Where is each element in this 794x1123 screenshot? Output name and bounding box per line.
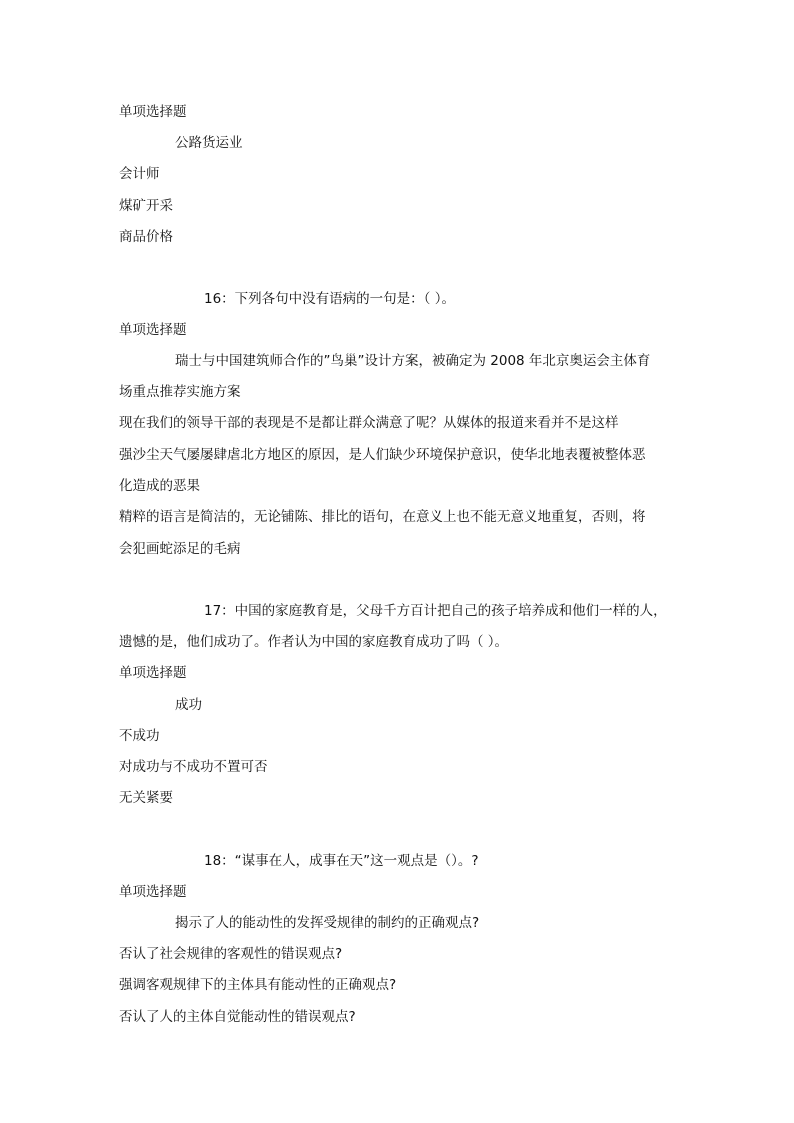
q17-option-a: 成功 (175, 697, 202, 713)
q16-option-d-line1: 精粹的语言是简洁的，无论铺陈、排比的语句，在意义上也不能无意义地重复，否则，将 (119, 509, 646, 525)
q15-option-b: 会计师 (119, 166, 160, 182)
q17-stem-line1: 17：中国的家庭教育是，父母千方百计把自己的孩子培养成和他们一样的人， (204, 603, 667, 619)
q16-type-label: 单项选择题 (119, 322, 187, 338)
q15-option-a: 公路货运业 (175, 135, 243, 151)
q17-option-c: 对成功与不成功不置可否 (119, 759, 268, 775)
q16-option-c-line2: 化造成的恶果 (119, 478, 200, 494)
q18-option-b: 否认了社会规律的客观性的错误观点? (119, 946, 343, 962)
q15-option-c: 煤矿开采 (119, 198, 173, 214)
q16-option-b: 现在我们的领导干部的表现是不是都让群众满意了呢？从媒体的报道来看并不是这样 (119, 415, 619, 431)
q17-stem-line2: 遗憾的是，他们成功了。作者认为中国的家庭教育成功了吗（ ）。 (119, 634, 509, 650)
q17-option-d: 无关紧要 (119, 790, 173, 806)
q18-option-d: 否认了人的主体自觉能动性的错误观点? (119, 1009, 356, 1025)
q15-option-d: 商品价格 (119, 229, 173, 245)
q16-option-c-line1: 强沙尘天气屡屡肆虐北方地区的原因，是人们缺少环境保护意识，使华北地表覆被整体恶 (119, 447, 646, 463)
q18-option-a: 揭示了人的能动性的发挥受规律的制约的正确观点? (175, 915, 480, 931)
q16-option-d-line2: 会犯画蛇添足的毛病 (119, 541, 241, 557)
q18-type-label: 单项选择题 (119, 884, 187, 900)
q18-option-c: 强调客观规律下的主体具有能动性的正确观点? (119, 977, 397, 993)
q17-type-label: 单项选择题 (119, 665, 187, 681)
q16-option-a-line2: 场重点推荐实施方案 (119, 384, 241, 400)
q16-option-a-line1: 瑞士与中国建筑师合作的”鸟巢”设计方案，被确定为 2008 年北京奥运会主体育 (175, 353, 651, 369)
q18-stem: 18：“谋事在人，成事在天”这一观点是（）。? (204, 853, 479, 869)
q15-type-label: 单项选择题 (119, 104, 187, 120)
q16-stem: 16：下列各句中没有语病的一句是：（ ）。 (204, 291, 455, 307)
q17-option-b: 不成功 (119, 728, 160, 744)
